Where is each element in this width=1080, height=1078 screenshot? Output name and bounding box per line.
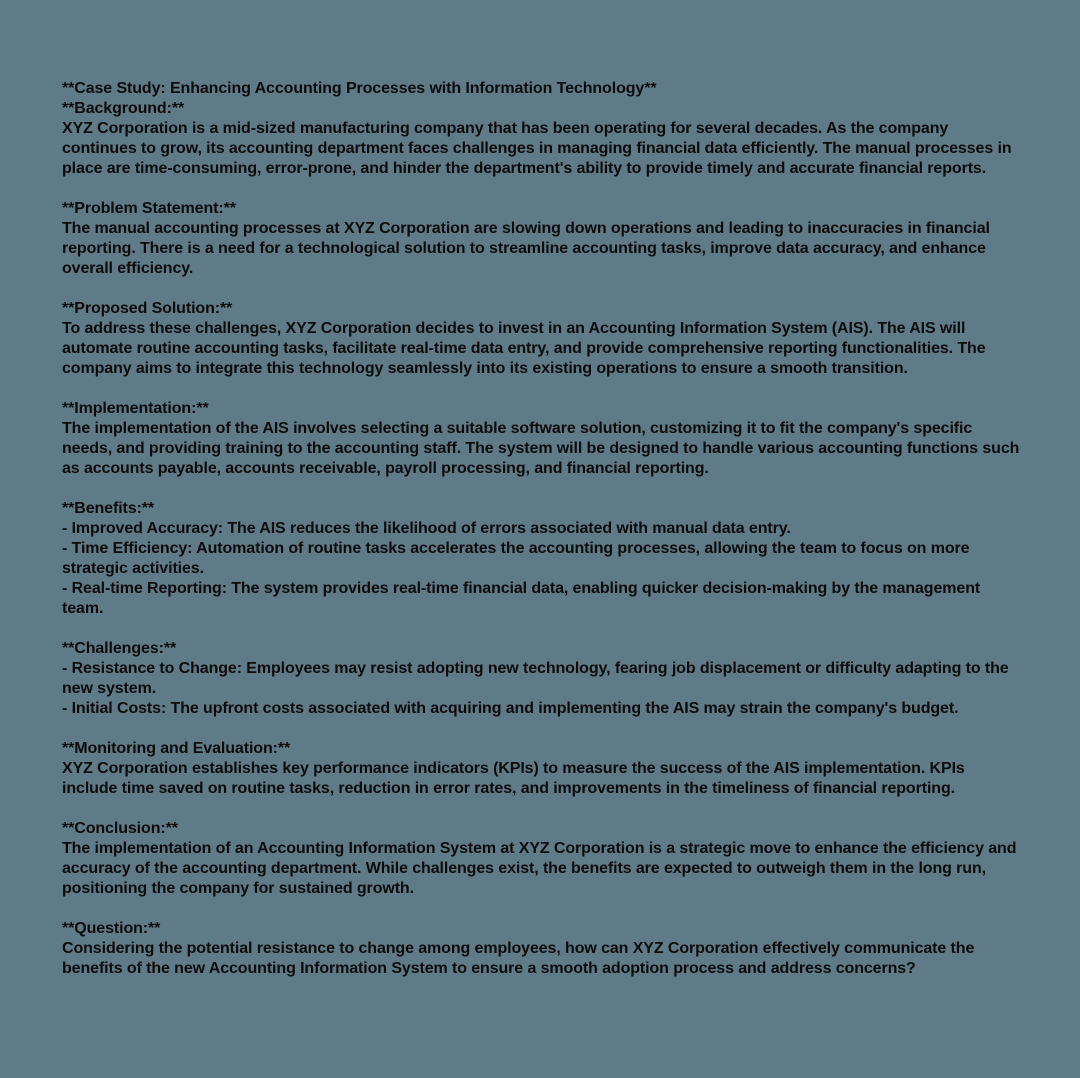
section-challenges	[62, 639, 1024, 719]
section-paragraph: To address these challenges, XYZ Corporation decides to invest in an Accounting Information System (AIS). The AIS will automate routine accounting tasks, facilitate real-time data entry, and provide comprehensive reporting functionalities. The company aims to integrate this technology seamlessly into its existing operations to ensure a smooth transition.	[62, 320, 986, 377]
section-paragraph: Considering the potential resistance to change among employees, how can XYZ Corporation effectively communicate the benefits of the new Accounting Information System to ensure a smooth adoption process and address concerns?	[62, 940, 975, 977]
list-item: - Improved Accuracy: The AIS reduces the likelihood of errors associated with manual data entry.	[62, 520, 791, 537]
section-heading: **Proposed Solution:**	[62, 300, 233, 317]
section-monitoring-evaluation	[62, 739, 1024, 799]
section-proposed-solution	[62, 299, 1024, 379]
section-heading: **Monitoring and Evaluation:**	[62, 740, 291, 757]
section-paragraph: The manual accounting processes at XYZ Corporation are slowing down operations and leading to inaccuracies in financial reporting. There is a need for a technological solution to streamline accounting tasks, improve data accuracy, and enhance overall efficiency.	[62, 220, 990, 277]
section-heading: **Question:**	[62, 920, 161, 937]
document-title: **Case Study: Enhancing Accounting Processes with Information Technology**	[62, 80, 657, 97]
section-heading: **Implementation:**	[62, 400, 209, 417]
section-paragraph: The implementation of the AIS involves selecting a suitable software solution, customizing it to fit the company's specific needs, and providing training to the accounting staff. The system will be designed to handle various accounting functions such as accounts payable, accounts receivable, payroll processing, and financial reporting.	[62, 420, 1020, 477]
section-question	[62, 919, 1024, 979]
list-item: - Time Efficiency: Automation of routine tasks accelerates the accounting processes, allowing the team to focus on more strategic activities.	[62, 540, 970, 577]
section-heading: **Benefits:**	[62, 500, 155, 517]
section-conclusion	[62, 819, 1024, 899]
section-paragraph: The implementation of an Accounting Information System at XYZ Corporation is a strategic move to enhance the efficiency and accuracy of the accounting department. While challenges exist, the benefits are expected to outweigh them in the long run, positioning the company for sustained growth.	[62, 840, 1017, 897]
case-study-document	[62, 79, 1024, 999]
list-item: - Real-time Reporting: The system provides real-time financial data, enabling quicker decision-making by the management team.	[62, 580, 981, 617]
section-benefits	[62, 499, 1024, 619]
section-implementation	[62, 399, 1024, 479]
section-paragraph: XYZ Corporation establishes key performance indicators (KPIs) to measure the success of the AIS implementation. KPIs include time saved on routine tasks, reduction in error rates, and improvements in the timeliness of financial reporting.	[62, 760, 965, 797]
section-background	[62, 99, 1024, 179]
section-heading: **Background:**	[62, 100, 185, 117]
section-heading: **Conclusion:**	[62, 820, 178, 837]
section-heading: **Challenges:**	[62, 640, 177, 657]
section-heading: **Problem Statement:**	[62, 200, 236, 217]
section-paragraph: XYZ Corporation is a mid-sized manufacturing company that has been operating for several decades. As the company continues to grow, its accounting department faces challenges in managing financial data efficiently. The manual processes in place are time-consuming, error-prone, and hinder the department's ability to provide timely and accurate financial reports.	[62, 120, 1012, 177]
section-problem-statement	[62, 199, 1024, 279]
list-item: - Resistance to Change: Employees may resist adopting new technology, fearing job displacement or difficulty adapting to the new system.	[62, 660, 1009, 697]
list-item: - Initial Costs: The upfront costs associated with acquiring and implementing the AIS may strain the company's budget.	[62, 700, 959, 717]
